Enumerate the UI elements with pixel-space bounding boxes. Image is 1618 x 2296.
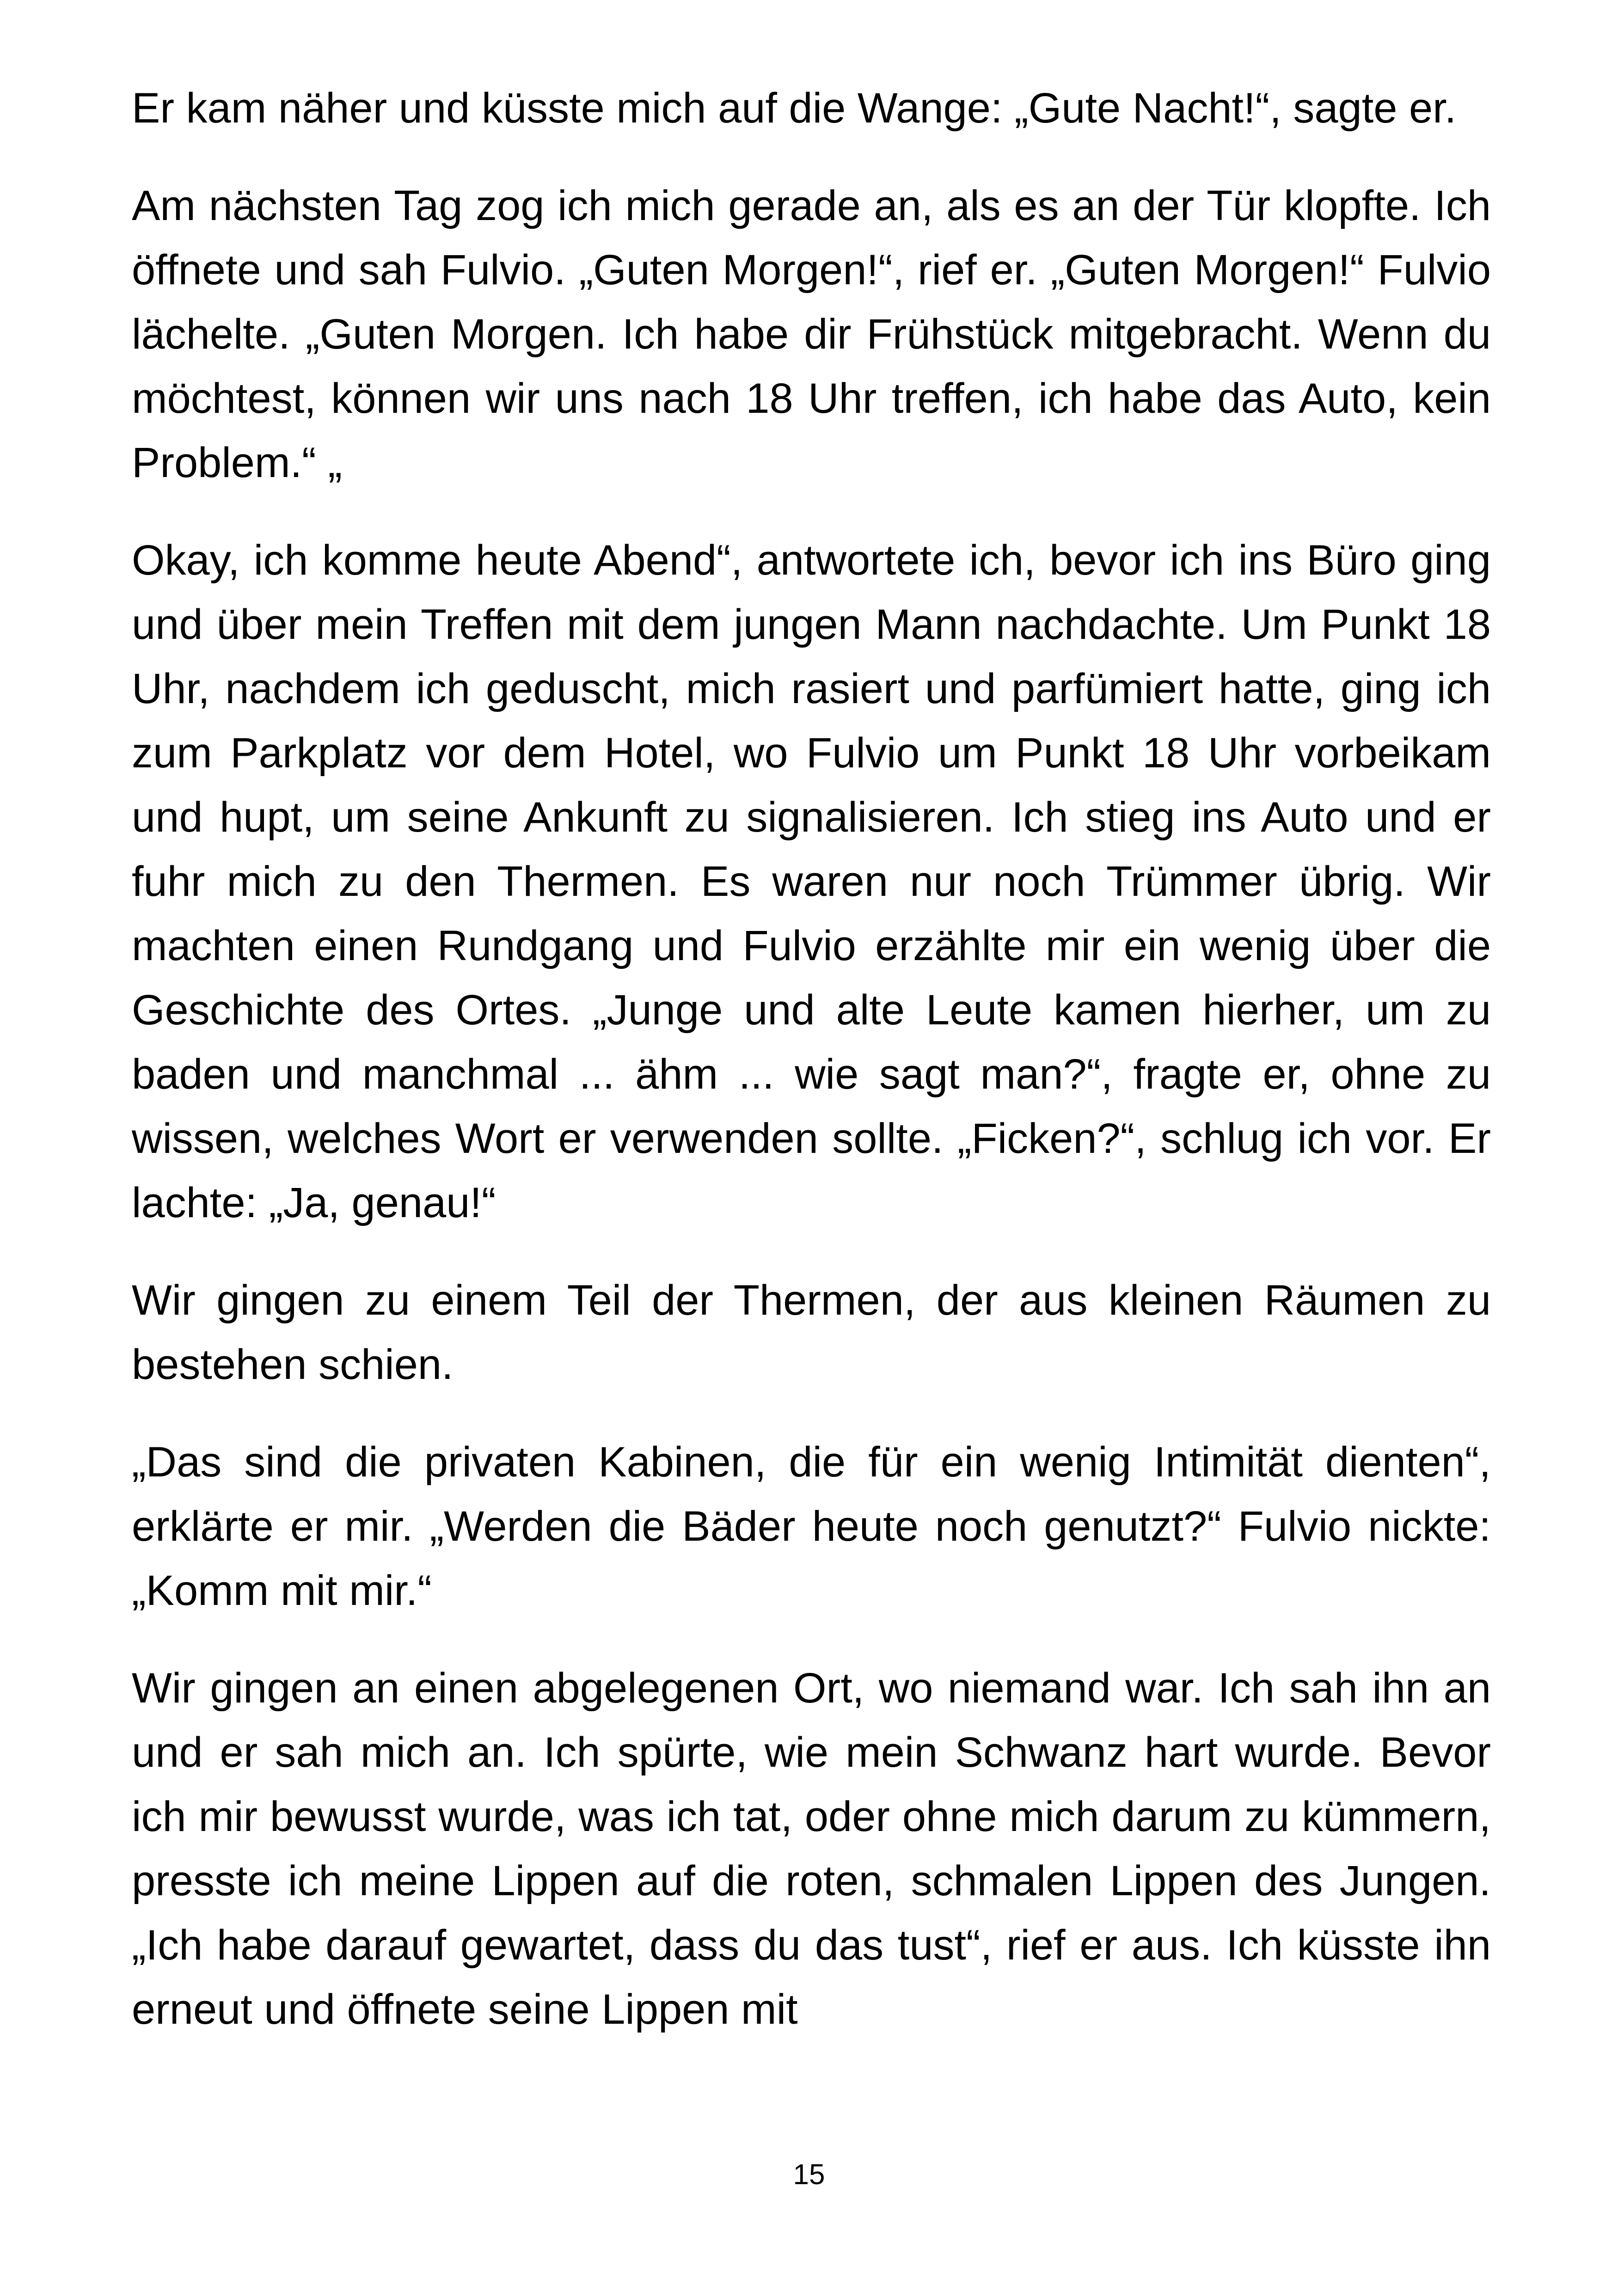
page-number: 15: [793, 2159, 825, 2191]
paragraph-2: Am nächsten Tag zog ich mich gerade an, als es an der Tür klopfte. Ich öffnete und sah Fulvio. „Guten Morgen!“, rief er. „Guten Morgen!“ Fulvio lächelte. „Guten Morgen. Ich habe dir Frühstück mitgebracht. Wenn du möchtest, können wir uns nach 18 Uhr treffen, ich habe das Auto, kein Problem.“ „: [132, 182, 1491, 486]
page-body: [132, 76, 1491, 2075]
paragraph-5: „Das sind die privaten Kabinen, die für ein wenig Intimität dienten“, erklärte er mir. „Werden die Bäder heute noch genutzt?“ Fulvio nickte: „Komm mit mir.“: [132, 1439, 1491, 1614]
paragraph-1: Er kam näher und küsste mich auf die Wange: „Gute Nacht!“, sagte er.: [132, 85, 1457, 132]
paragraph-4: Wir gingen zu einem Teil der Thermen, der aus kleinen Räumen zu bestehen schien.: [132, 1277, 1491, 1388]
paragraph-3: Okay, ich komme heute Abend“, antwortete ich, bevor ich ins Büro ging und über mein Treffen mit dem jungen Mann nachdachte. Um Punkt 18 Uhr, nachdem ich geduscht, mich rasiert und parfümiert hatte, ging ich zum Parkplatz vor dem Hotel, wo Fulvio um Punkt 18 Uhr vorbeikam und hupt, um seine Ankunft zu signalisieren. Ich stieg ins Auto und er fuhr mich zu den Thermen. Es waren nur noch Trümmer übrig. Wir machten einen Rundgang und Fulvio erzählte mir ein wenig über die Geschichte des Ortes. „Junge und alte Leute kamen hierher, um zu baden und manchmal ... ähm ... wie sagt man?“, fragte er, ohne zu wissen, welches Wort er verwenden sollte. „Ficken?“, schlug ich vor. Er lachte: „Ja, genau!“: [132, 537, 1491, 1226]
paragraph-6: Wir gingen an einen abgelegenen Ort, wo niemand war. Ich sah ihn an und er sah mich an. Ich spürte, wie mein Schwanz hart wurde. Bevor ich mir bewusst wurde, was ich tat, oder ohne mich darum zu kümmern, presste ich meine Lippen auf die roten, schmalen Lippen des Jungen. „Ich habe darauf gewartet, dass du das tust“, rief er aus. Ich küsste ihn erneut und öffnete seine Lippen mit: [132, 1665, 1491, 2033]
